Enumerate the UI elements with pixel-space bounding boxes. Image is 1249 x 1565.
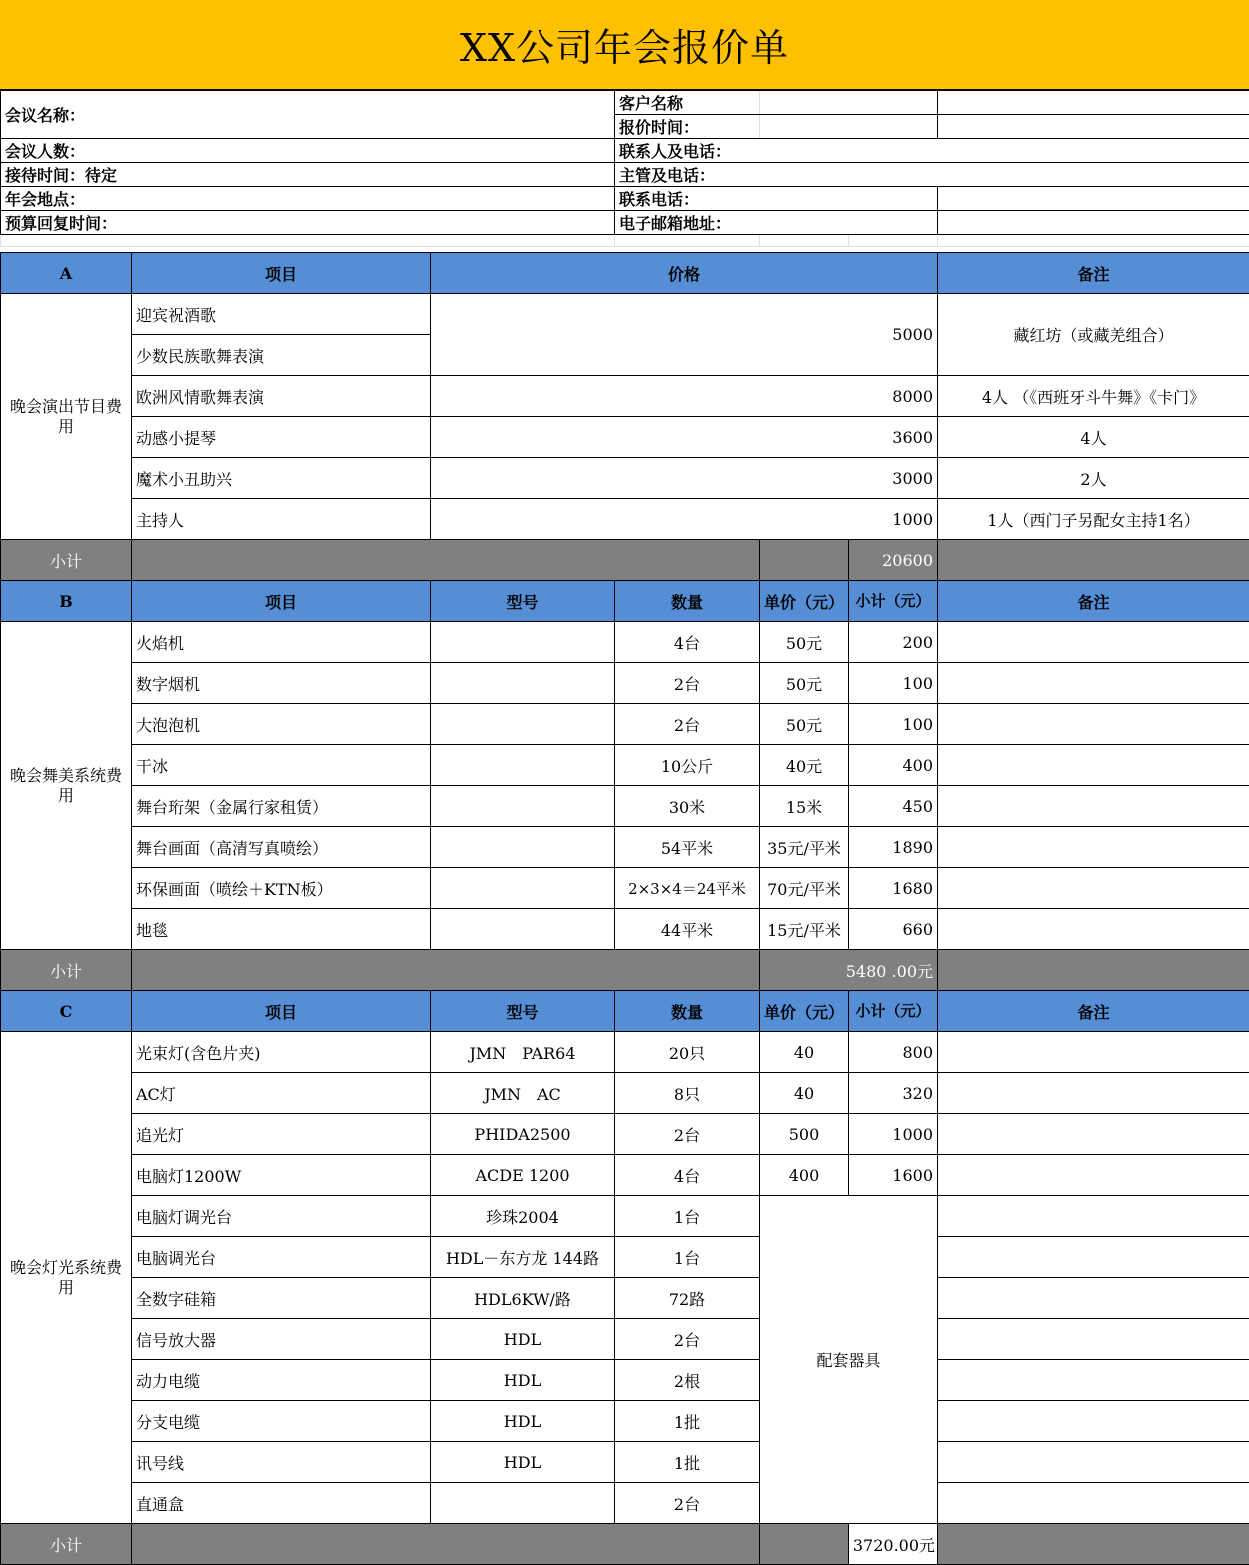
model-cell[interactable]: [431, 827, 615, 868]
attendees-label[interactable]: 会议人数：: [1, 139, 615, 163]
table-row: [1, 499, 1249, 540]
qty-cell[interactable]: 2×3×4＝24平米: [615, 868, 760, 909]
section-a-header: [1, 253, 1249, 294]
header-item: 项目: [132, 253, 431, 294]
remark-cell[interactable]: [938, 745, 1249, 786]
spacer-cell: [615, 235, 760, 247]
item-cell[interactable]: 全数字硅箱: [132, 1278, 431, 1319]
item-cell[interactable]: AC灯: [132, 1073, 431, 1114]
subtotal-blank: [132, 950, 760, 991]
table-row: [1, 1319, 1249, 1360]
item-cell[interactable]: 追光灯: [132, 1114, 431, 1155]
model-cell[interactable]: [431, 868, 615, 909]
item-cell[interactable]: 火焰机: [132, 622, 431, 663]
quote-time-value[interactable]: [760, 115, 938, 139]
section-b-header: [1, 581, 1249, 622]
model-cell[interactable]: 珍珠2004: [431, 1196, 615, 1237]
remark-cell[interactable]: [938, 1114, 1249, 1155]
table-row: [1, 1237, 1249, 1278]
remark-cell[interactable]: [938, 909, 1249, 950]
remark-cell[interactable]: 2人: [938, 458, 1249, 499]
qty-cell[interactable]: 20只: [615, 1032, 760, 1073]
section-c-subtotal-row: [1, 1524, 1249, 1565]
section-b-subtotal-row: [1, 950, 1249, 991]
subtotal-cell[interactable]: 1600: [849, 1155, 938, 1196]
unit-price-cell[interactable]: 400: [760, 1155, 849, 1196]
item-cell[interactable]: 电脑灯1200W: [132, 1155, 431, 1196]
item-cell[interactable]: 数字烟机: [132, 663, 431, 704]
email-label[interactable]: 电子邮箱地址：: [615, 211, 938, 235]
table-row: [1, 909, 1249, 950]
unit-price-cell[interactable]: 50元: [760, 663, 849, 704]
remark-cell[interactable]: [938, 1278, 1249, 1319]
table-row: [1, 1442, 1249, 1483]
header-item: 项目: [132, 581, 431, 622]
qty-cell[interactable]: 2台: [615, 1483, 760, 1524]
section-a-category[interactable]: 晚会演出节目费用: [1, 294, 132, 540]
price-cell[interactable]: 8000: [431, 376, 938, 417]
qty-cell[interactable]: 2根: [615, 1360, 760, 1401]
qty-cell[interactable]: 2台: [615, 1114, 760, 1155]
qty-cell[interactable]: 1批: [615, 1442, 760, 1483]
model-cell[interactable]: HDL6KW/路: [431, 1278, 615, 1319]
qty-cell[interactable]: 10公斤: [615, 745, 760, 786]
client-name-label[interactable]: 客户名称: [615, 91, 760, 115]
item-cell[interactable]: 直通盒: [132, 1483, 431, 1524]
subtotal-cell[interactable]: 100: [849, 663, 938, 704]
remark-cell[interactable]: [938, 663, 1249, 704]
qty-cell[interactable]: 72路: [615, 1278, 760, 1319]
item-cell[interactable]: 主持人: [132, 499, 431, 540]
header-remark: 备注: [938, 581, 1249, 622]
header-model: 型号: [431, 991, 615, 1032]
subtotal-cell[interactable]: 1000: [849, 1114, 938, 1155]
phone-label[interactable]: 联系电话：: [615, 187, 938, 211]
unit-price-cell[interactable]: 50元: [760, 704, 849, 745]
qty-cell[interactable]: 2台: [615, 663, 760, 704]
table-row: [1, 1114, 1249, 1155]
table-row: [1, 1196, 1249, 1237]
section-a-subtotal-row: [1, 540, 1249, 581]
accessory-note[interactable]: 配套器具: [760, 1196, 938, 1524]
qty-cell[interactable]: 2台: [615, 704, 760, 745]
unit-price-cell[interactable]: 50元: [760, 622, 849, 663]
table-row: [1, 704, 1249, 745]
table-row: [1, 458, 1249, 499]
item-cell[interactable]: 信号放大器: [132, 1319, 431, 1360]
item-cell[interactable]: 地毯: [132, 909, 431, 950]
qty-cell[interactable]: 44平米: [615, 909, 760, 950]
remark-cell[interactable]: 1人（西门子另配女主持1名）: [938, 499, 1249, 540]
meeting-name-label[interactable]: 会议名称：: [1, 91, 615, 139]
remark-cell[interactable]: [938, 1155, 1249, 1196]
item-cell[interactable]: 欧洲风情歌舞表演: [132, 376, 431, 417]
header-qty: 数量: [615, 991, 760, 1032]
item-cell[interactable]: 动感小提琴: [132, 417, 431, 458]
remark-cell[interactable]: [938, 1196, 1249, 1237]
subtotal-value[interactable]: 20600: [849, 540, 938, 581]
table-row: [1, 1360, 1249, 1401]
remark-cell[interactable]: [938, 1073, 1249, 1114]
remark-cell[interactable]: [938, 1237, 1249, 1278]
page-title: XX公司年会报价单: [0, 0, 1249, 90]
item-cell[interactable]: 大泡泡机: [132, 704, 431, 745]
table-row: [1, 663, 1249, 704]
model-cell[interactable]: HDL: [431, 1401, 615, 1442]
model-cell[interactable]: [431, 909, 615, 950]
header-model: 型号: [431, 581, 615, 622]
spacer-cell: [849, 235, 938, 247]
model-cell[interactable]: [431, 745, 615, 786]
model-cell[interactable]: HDL: [431, 1442, 615, 1483]
header-item: 项目: [132, 991, 431, 1032]
table-row: [1, 786, 1249, 827]
unit-price-cell[interactable]: 500: [760, 1114, 849, 1155]
quote-table: [0, 252, 1249, 1565]
header-remark: 备注: [938, 991, 1249, 1032]
item-cell[interactable]: 迎宾祝酒歌: [132, 294, 431, 335]
model-cell[interactable]: HDL－东方龙 144路: [431, 1237, 615, 1278]
qty-cell[interactable]: 1批: [615, 1401, 760, 1442]
model-cell[interactable]: JMN PAR64: [431, 1032, 615, 1073]
table-row: [1, 1401, 1249, 1442]
subtotal-cell[interactable]: 320: [849, 1073, 938, 1114]
subtotal-cell[interactable]: 660: [849, 909, 938, 950]
section-b-code: B: [1, 581, 132, 622]
subtotal-label: 小计: [1, 950, 132, 991]
item-cell[interactable]: 舞台珩架（金属行家租赁）: [132, 786, 431, 827]
subtotal-blank: [760, 1524, 849, 1565]
table-row: [1, 376, 1249, 417]
email-extra[interactable]: [938, 211, 1249, 235]
remark-cell[interactable]: [938, 868, 1249, 909]
header-remark: 备注: [938, 253, 1249, 294]
subtotal-cell[interactable]: 100: [849, 704, 938, 745]
item-cell[interactable]: 电脑灯调光台: [132, 1196, 431, 1237]
model-cell[interactable]: [431, 1483, 615, 1524]
venue-label[interactable]: 年会地点：: [1, 187, 615, 211]
item-cell[interactable]: 电脑调光台: [132, 1237, 431, 1278]
client-name-extra[interactable]: [938, 91, 1249, 115]
table-row: [1, 745, 1249, 786]
quote-time-label[interactable]: 报价时间：: [615, 115, 760, 139]
table-row: [1, 1073, 1249, 1114]
qty-cell[interactable]: 1台: [615, 1196, 760, 1237]
item-cell[interactable]: 分支电缆: [132, 1401, 431, 1442]
model-cell[interactable]: [431, 663, 615, 704]
table-row: [1, 1278, 1249, 1319]
item-cell[interactable]: 少数民族歌舞表演: [132, 335, 431, 376]
remark-cell[interactable]: [938, 1032, 1249, 1073]
subtotal-cell[interactable]: 1890: [849, 827, 938, 868]
table-row: [1, 827, 1249, 868]
subtotal-cell[interactable]: 450: [849, 786, 938, 827]
model-cell[interactable]: [431, 786, 615, 827]
model-cell[interactable]: HDL: [431, 1319, 615, 1360]
model-cell[interactable]: JMN AC: [431, 1073, 615, 1114]
remark-cell[interactable]: 藏红坊（或藏羌组合）: [938, 294, 1249, 376]
section-c-category[interactable]: 晚会灯光系统费用: [1, 1032, 132, 1524]
header-unit-price: 单价（元）: [760, 991, 849, 1032]
item-cell[interactable]: 光束灯(含色片夹): [132, 1032, 431, 1073]
subtotal-label: 小计: [1, 540, 132, 581]
unit-price-cell[interactable]: 40: [760, 1032, 849, 1073]
model-cell[interactable]: PHIDA2500: [431, 1114, 615, 1155]
unit-price-cell[interactable]: 15米: [760, 786, 849, 827]
subtotal-label: 小计: [1, 1524, 132, 1565]
table-row: [1, 868, 1249, 909]
item-cell[interactable]: 干冰: [132, 745, 431, 786]
subtotal-blank: [938, 1524, 1249, 1565]
qty-cell[interactable]: 30米: [615, 786, 760, 827]
header-subtotal: 小计（元）: [849, 581, 938, 622]
subtotal-cell[interactable]: 200: [849, 622, 938, 663]
remark-cell[interactable]: 4人: [938, 417, 1249, 458]
item-cell[interactable]: 讯号线: [132, 1442, 431, 1483]
section-c-header: [1, 991, 1249, 1032]
remark-cell[interactable]: [938, 1360, 1249, 1401]
remark-cell[interactable]: [938, 827, 1249, 868]
item-cell[interactable]: 舞台画面（高清写真喷绘）: [132, 827, 431, 868]
price-cell[interactable]: 3600: [431, 417, 938, 458]
subtotal-value[interactable]: 3720.00元: [849, 1524, 938, 1565]
remark-cell[interactable]: 4人 （《西班牙斗牛舞》《卡门》: [938, 376, 1249, 417]
table-row: [1, 417, 1249, 458]
spacer-cell: [760, 235, 849, 247]
qty-cell[interactable]: 4台: [615, 1155, 760, 1196]
header-qty: 数量: [615, 581, 760, 622]
spacer-cell: [1, 235, 615, 247]
unit-price-cell[interactable]: 40元: [760, 745, 849, 786]
subtotal-blank: [938, 950, 1249, 991]
qty-cell[interactable]: 4台: [615, 622, 760, 663]
subtotal-cell[interactable]: 1680: [849, 868, 938, 909]
subtotal-blank: [132, 540, 760, 581]
remark-cell[interactable]: [938, 1319, 1249, 1360]
table-row: [1, 294, 1249, 335]
table-row: [1, 1483, 1249, 1524]
qty-cell[interactable]: 2台: [615, 1319, 760, 1360]
remark-cell[interactable]: [938, 1401, 1249, 1442]
section-a-code: A: [1, 253, 132, 294]
subtotal-blank: [938, 540, 1249, 581]
subtotal-value[interactable]: 5480 .00元: [760, 950, 938, 991]
unit-price-cell[interactable]: 70元/平米: [760, 868, 849, 909]
unit-price-cell[interactable]: 40: [760, 1073, 849, 1114]
reception-time-label[interactable]: 接待时间：待定: [1, 163, 615, 187]
item-cell[interactable]: 环保画面（喷绘＋KTN板）: [132, 868, 431, 909]
client-name-value[interactable]: [760, 91, 938, 115]
header-unit-price: 单价（元）: [760, 581, 849, 622]
item-cell[interactable]: 魔术小丑助兴: [132, 458, 431, 499]
manager-phone-label[interactable]: 主管及电话：: [615, 163, 1249, 187]
remark-cell[interactable]: [938, 704, 1249, 745]
table-row: [1, 1032, 1249, 1073]
qty-cell[interactable]: 54平米: [615, 827, 760, 868]
model-cell[interactable]: [431, 704, 615, 745]
price-cell[interactable]: 3000: [431, 458, 938, 499]
quote-time-extra[interactable]: [938, 115, 1249, 139]
subtotal-cell[interactable]: 800: [849, 1032, 938, 1073]
item-cell[interactable]: 动力电缆: [132, 1360, 431, 1401]
unit-price-cell[interactable]: 15元/平米: [760, 909, 849, 950]
remark-cell[interactable]: [938, 786, 1249, 827]
unit-price-cell[interactable]: 35元/平米: [760, 827, 849, 868]
info-table: [0, 90, 1249, 247]
budget-reply-label[interactable]: 预算回复时间：: [1, 211, 615, 235]
model-cell[interactable]: [431, 622, 615, 663]
contact-phone-label[interactable]: 联系人及电话：: [615, 139, 1249, 163]
table-row: [1, 622, 1249, 663]
price-cell[interactable]: 5000: [431, 294, 938, 376]
subtotal-blank: [760, 540, 849, 581]
remark-cell[interactable]: [938, 1442, 1249, 1483]
section-c-code: C: [1, 991, 132, 1032]
spacer-cell: [938, 235, 1249, 247]
remark-cell[interactable]: [938, 622, 1249, 663]
remark-cell[interactable]: [938, 1483, 1249, 1524]
section-b-category[interactable]: 晚会舞美系统费用: [1, 622, 132, 950]
qty-cell[interactable]: 1台: [615, 1237, 760, 1278]
model-cell[interactable]: HDL: [431, 1360, 615, 1401]
subtotal-blank: [132, 1524, 760, 1565]
header-price: 价格: [431, 253, 938, 294]
qty-cell[interactable]: 8只: [615, 1073, 760, 1114]
header-subtotal: 小计（元）: [849, 991, 938, 1032]
table-row: [1, 1155, 1249, 1196]
price-cell[interactable]: 1000: [431, 499, 938, 540]
phone-extra[interactable]: [938, 187, 1249, 211]
subtotal-cell[interactable]: 400: [849, 745, 938, 786]
model-cell[interactable]: ACDE 1200: [431, 1155, 615, 1196]
